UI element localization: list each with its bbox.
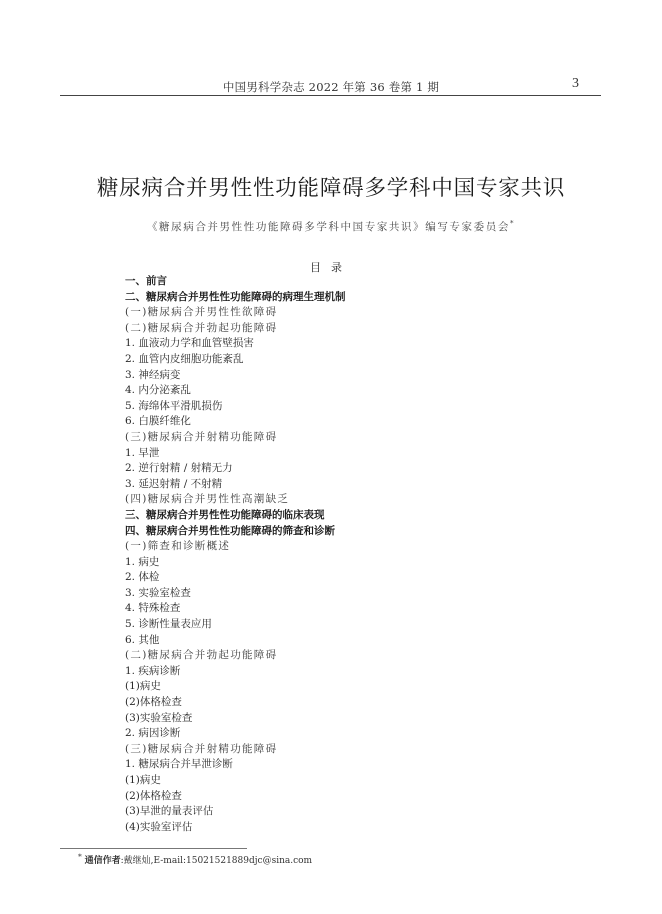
toc-entry: (一)筛查和诊断概述 (125, 540, 231, 553)
toc-entry: 二、糖尿病合并男性性功能障碍的病理生理机制 (125, 290, 346, 303)
toc-entry: (三)糖尿病合并射精功能障碍 (125, 430, 278, 443)
header-divider (60, 95, 601, 96)
author-line (0, 219, 662, 234)
toc-entry: 2. 逆行射精 / 射精无力 (125, 462, 233, 475)
toc-entry: 2. 血管内皮细胞功能紊乱 (125, 352, 244, 365)
toc-entry: 3. 神经病变 (125, 368, 181, 381)
toc-entry: (二)糖尿病合并勃起功能障碍 (125, 649, 278, 662)
author-committee: 《糖尿病合并男性性功能障碍多学科中国专家共识》编写专家委员会 (146, 221, 510, 233)
toc-entry: 1. 血液动力学和血管壁损害 (125, 337, 254, 350)
footnote-divider (60, 848, 247, 849)
toc-entry: (二)糖尿病合并勃起功能障碍 (125, 321, 278, 334)
toc-entry: 一、前言 (125, 275, 167, 287)
toc-entry: 2. 病因诊断 (125, 727, 181, 740)
toc-entry: 3. 实验室检查 (125, 586, 191, 599)
toc-entry: 6. 其他 (125, 633, 160, 646)
author-footnote-marker: * (509, 219, 516, 228)
toc-entry: 1. 早泄 (125, 446, 160, 459)
toc-entry: 1. 病史 (125, 555, 160, 568)
toc-entry: (3)早泄的量表评估 (125, 805, 214, 818)
corresponding-author-footnote (78, 852, 312, 866)
footnote-marker: * (78, 852, 82, 861)
toc-entry: 5. 海绵体平滑肌损伤 (125, 399, 223, 412)
journal-running-header: 中国男科学杂志 2022 年第 36 卷第 1 期 (222, 80, 440, 94)
toc-entry: (2)体格检查 (125, 696, 182, 709)
toc-entry: (一)糖尿病合并男性性欲障碍 (125, 306, 278, 319)
toc-entry: (4)实验室评估 (125, 820, 193, 833)
toc-entry: 5. 诊断性量表应用 (125, 618, 212, 631)
article-title: 糖尿病合并男性性功能障碍多学科中国专家共识 (96, 176, 566, 201)
footnote-text: :戴继灿,E-mail:15021521889djc@sina.com (120, 856, 313, 866)
toc-entry: 4. 特殊检查 (125, 602, 181, 615)
toc-entry: 1. 疾病诊断 (125, 664, 181, 677)
toc-heading: 目录 (310, 261, 352, 274)
toc-entry: (三)糖尿病合并射精功能障碍 (125, 742, 278, 755)
toc-entry: 四、糖尿病合并男性性功能障碍的筛查和诊断 (125, 524, 335, 537)
toc-entry: 三、糖尿病合并男性性功能障碍的临床表现 (125, 508, 325, 521)
toc-entry: (1)病史 (125, 680, 161, 693)
toc-entry: (3)实验室检查 (125, 711, 193, 724)
footnote-label: 通信作者 (84, 856, 121, 866)
toc-entry: (1)病史 (125, 774, 161, 786)
toc-entry: (四)糖尿病合并男性性高潮缺乏 (125, 493, 290, 506)
toc-entry: (2)体格检查 (125, 789, 182, 802)
table-of-contents (125, 274, 346, 835)
toc-entry: 2. 体检 (125, 571, 160, 584)
toc-entry: 3. 延迟射精 / 不射精 (125, 477, 223, 490)
toc-entry: 6. 白膜纤维化 (125, 415, 191, 428)
toc-entry: 4. 内分泌紊乱 (125, 384, 191, 397)
page-number: 3 (572, 76, 579, 91)
toc-entry: 1. 糖尿病合并早泄诊断 (125, 758, 233, 771)
